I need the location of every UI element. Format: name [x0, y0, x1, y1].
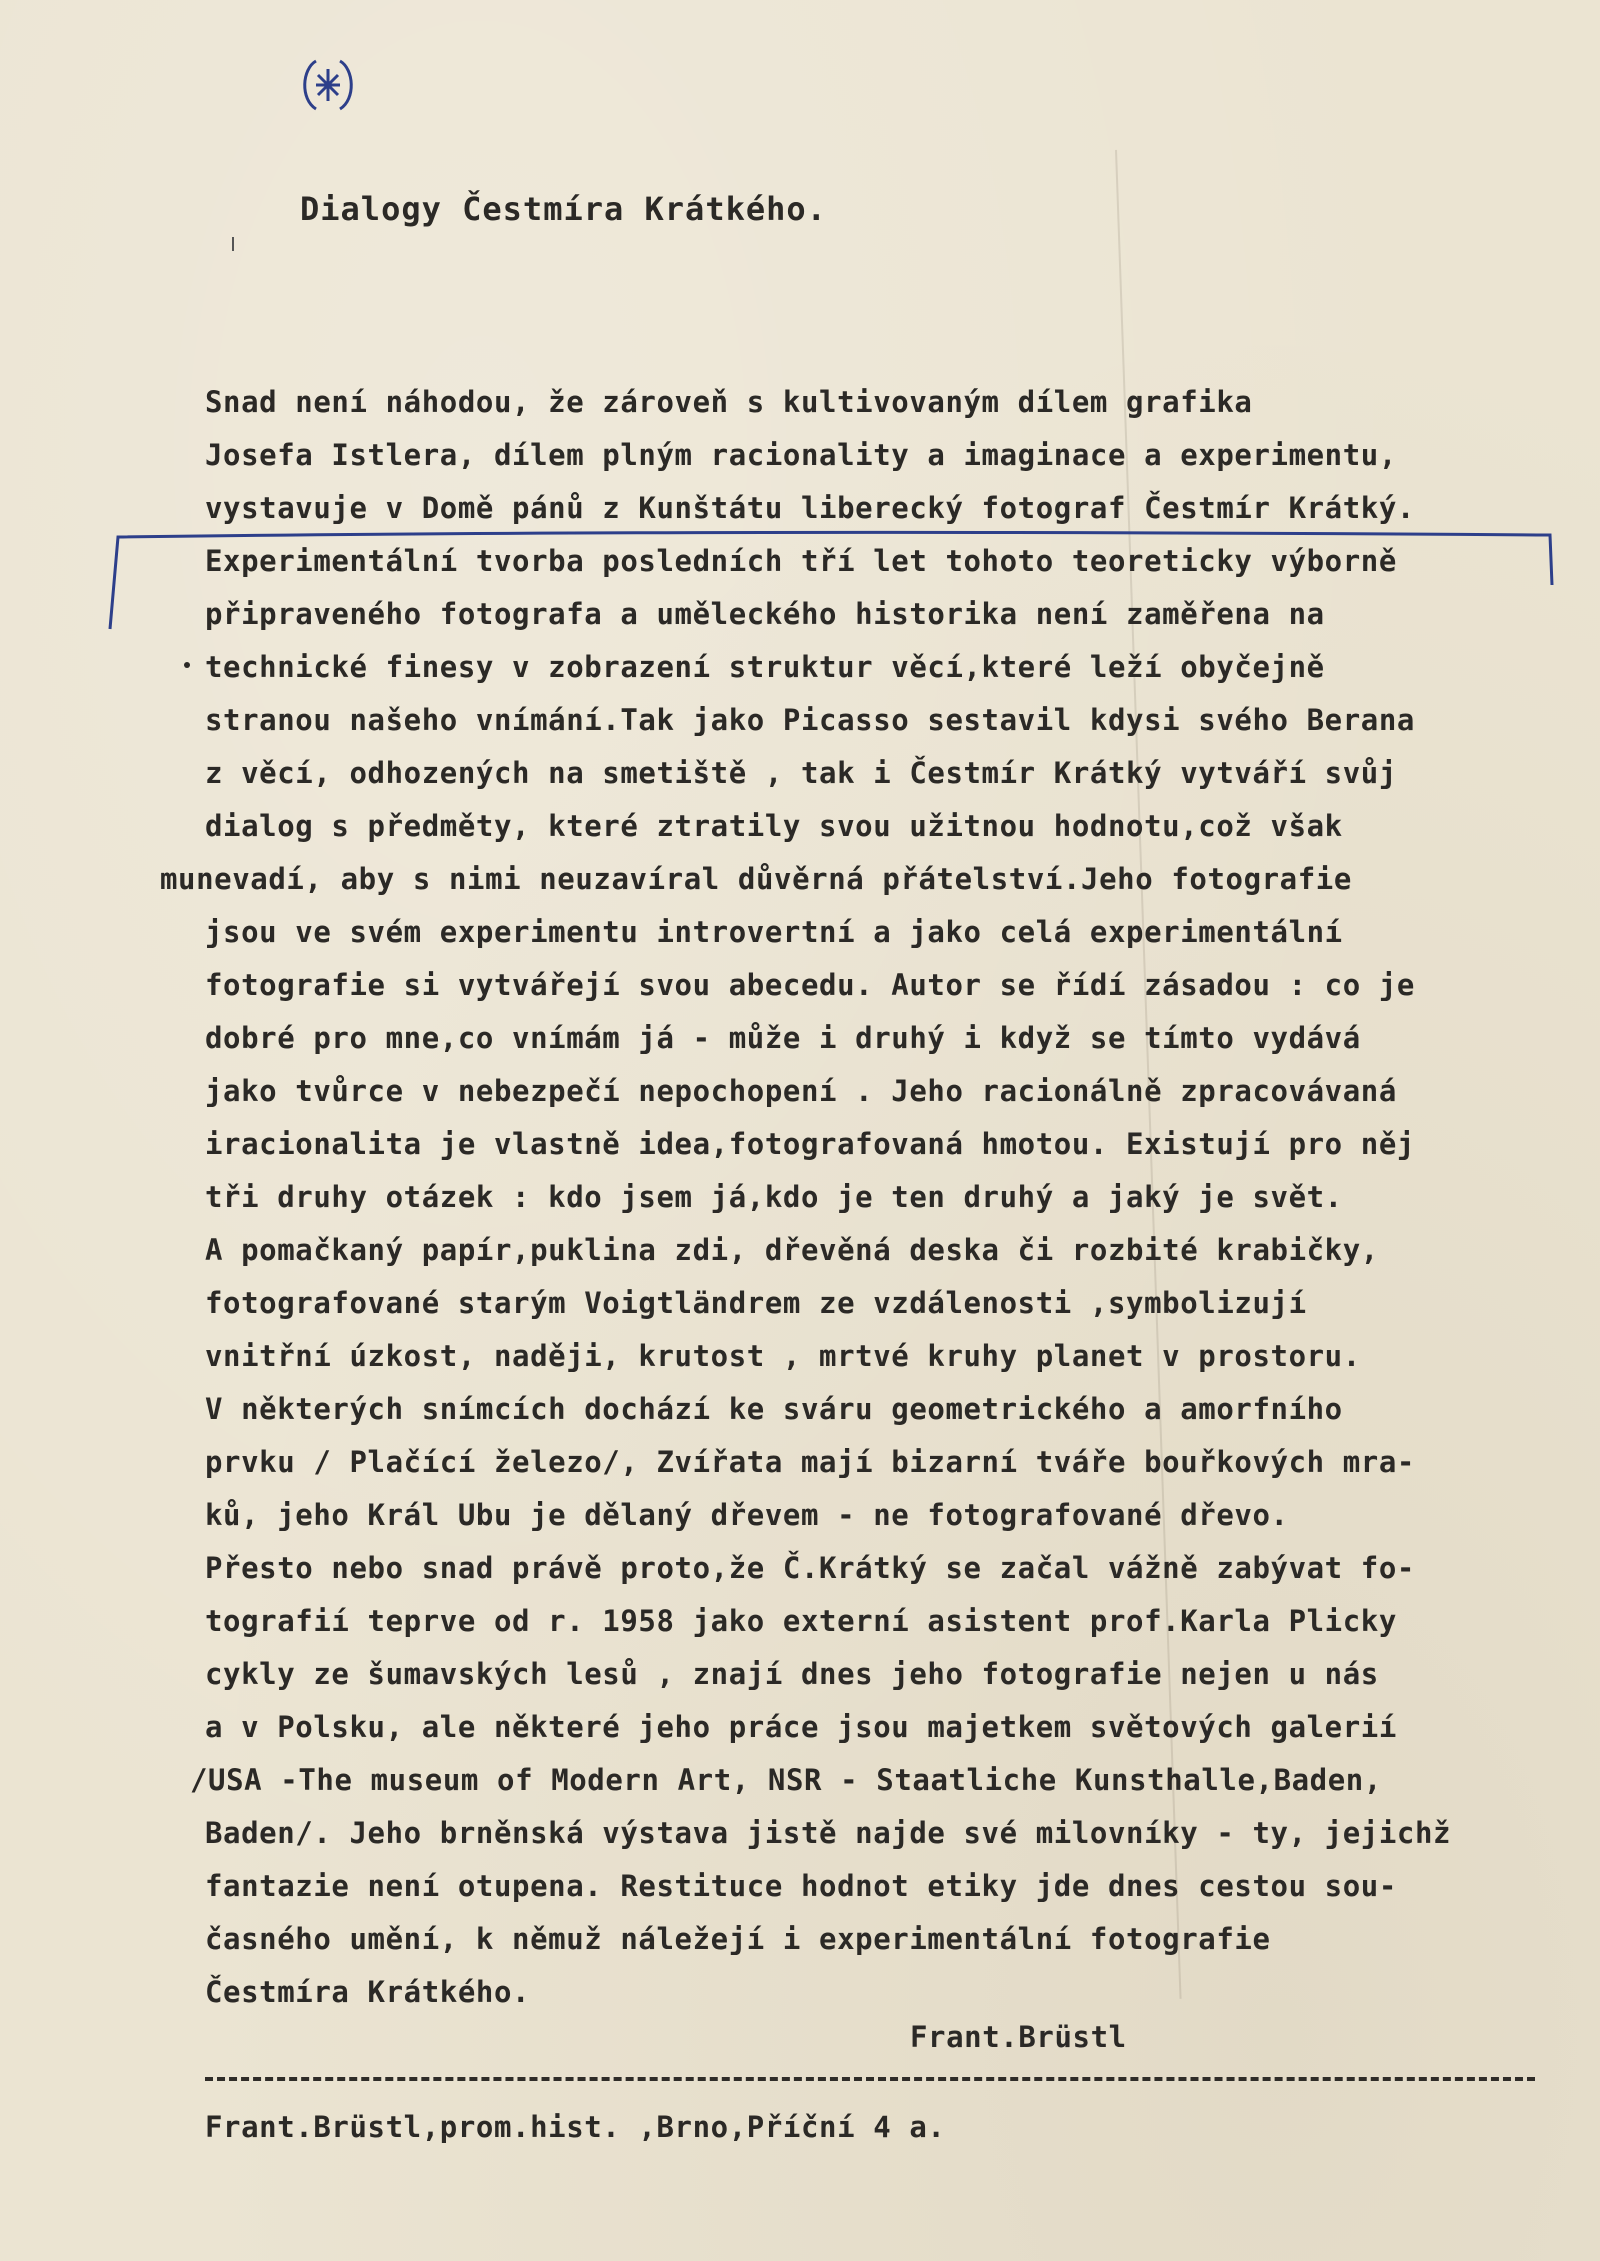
body-line: V některých snímcích dochází ke sváru geometrického a amorfního: [205, 1392, 1343, 1426]
body-line: fantazie není otupena. Restituce hodnot etiky jde dnes cestou sou-: [205, 1869, 1397, 1903]
body-line: z věcí, odhozených na smetiště , tak i Čestmír Krátký vytváří svůj: [205, 756, 1397, 790]
body-line: připraveného fotografa a uměleckého historika není zaměřena na: [205, 597, 1325, 631]
body-line: dialog s předměty, které ztratily svou užitnou hodnotu,což však: [205, 809, 1343, 843]
body-line: fotografie si vytvářejí svou abecedu. Autor se řídí zásadou : co je: [205, 968, 1415, 1002]
body-line: cykly ze šumavských lesů , znají dnes jeho fotografie nejen u nás: [205, 1657, 1379, 1691]
author-signature: Frant.Brüstl: [910, 2020, 1127, 2054]
annotation-mark: [296, 55, 360, 115]
body-line: vystavuje v Domě pánů z Kunštátu liberecký fotograf Čestmír Krátký.: [205, 491, 1415, 525]
body-line: jako tvůrce v nebezpečí nepochopení . Jeho racionálně zpracovávaná: [205, 1074, 1397, 1108]
document-title: Dialogy Čestmíra Krátkého.: [300, 190, 827, 228]
body-line: stranou našeho vnímání.Tak jako Picasso sestavil kdysi svého Berana: [205, 703, 1415, 737]
dashed-divider: [205, 2077, 1535, 2081]
body-line: tografií teprve od r. 1958 jako externí asistent prof.Karla Plicky: [205, 1604, 1397, 1638]
body-line: Čestmíra Krátkého.: [205, 1975, 531, 2009]
ink-dot: [182, 660, 192, 670]
body-line: dobré pro mne,co vnímám já - může i druhý i když se tímto vydává: [205, 1021, 1361, 1055]
pencil-tick-mark: [228, 235, 238, 255]
body-line: Experimentální tvorba posledních tří let tohoto teoreticky výborně: [205, 544, 1397, 578]
body-line: vnitřní úzkost, naději, krutost , mrtvé kruhy planet v prostoru.: [205, 1339, 1361, 1373]
body-line: jsou ve svém experimentu introvertní a jako celá experimentální: [205, 915, 1343, 949]
body-line: Josefa Istlera, dílem plným racionality a imaginace a experimentu,: [205, 438, 1397, 472]
body-line: prvku / Plačící železo/, Zvířata mají bizarní tváře bouřkových mra-: [205, 1445, 1415, 1479]
body-line: munevadí, aby s nimi neuzavíral důvěrná přátelství.Jeho fotografie: [160, 862, 1352, 896]
body-line: fotografované starým Voigtländrem ze vzdálenosti ,symbolizují: [205, 1286, 1307, 1320]
body-line: /USA -The museum of Modern Art, NSR - Staatliche Kunsthalle,Baden,: [190, 1763, 1382, 1797]
body-line: A pomačkaný papír,puklina zdi, dřevěná deska či rozbité krabičky,: [205, 1233, 1379, 1267]
body-line: tři druhy otázek : kdo jsem já,kdo je ten druhý a jaký je svět.: [205, 1180, 1343, 1214]
body-line: iracionalita je vlastně idea,fotografovaná hmotou. Existují pro něj: [205, 1127, 1415, 1161]
body-line: Baden/. Jeho brněnská výstava jistě najde své milovníky - ty, jejichž: [205, 1816, 1452, 1850]
body-line: ků, jeho Král Ubu je dělaný dřevem - ne fotografované dřevo.: [205, 1498, 1289, 1532]
body-line: a v Polsku, ale některé jeho práce jsou majetkem světových galerií: [205, 1710, 1397, 1744]
body-line: Snad není náhodou, že zároveň s kultivovaným dílem grafika: [205, 385, 1253, 419]
body-line: časného umění, k němuž náležejí i experimentální fotografie: [205, 1922, 1271, 1956]
author-address: Frant.Brüstl,prom.hist. ,Brno,Příční 4 a.: [205, 2110, 946, 2144]
body-line: technické finesy v zobrazení struktur věcí,které leží obyčejně: [205, 650, 1325, 684]
body-line: Přesto nebo snad právě proto,že Č.Krátký se začal vážně zabývat fo-: [205, 1551, 1415, 1585]
